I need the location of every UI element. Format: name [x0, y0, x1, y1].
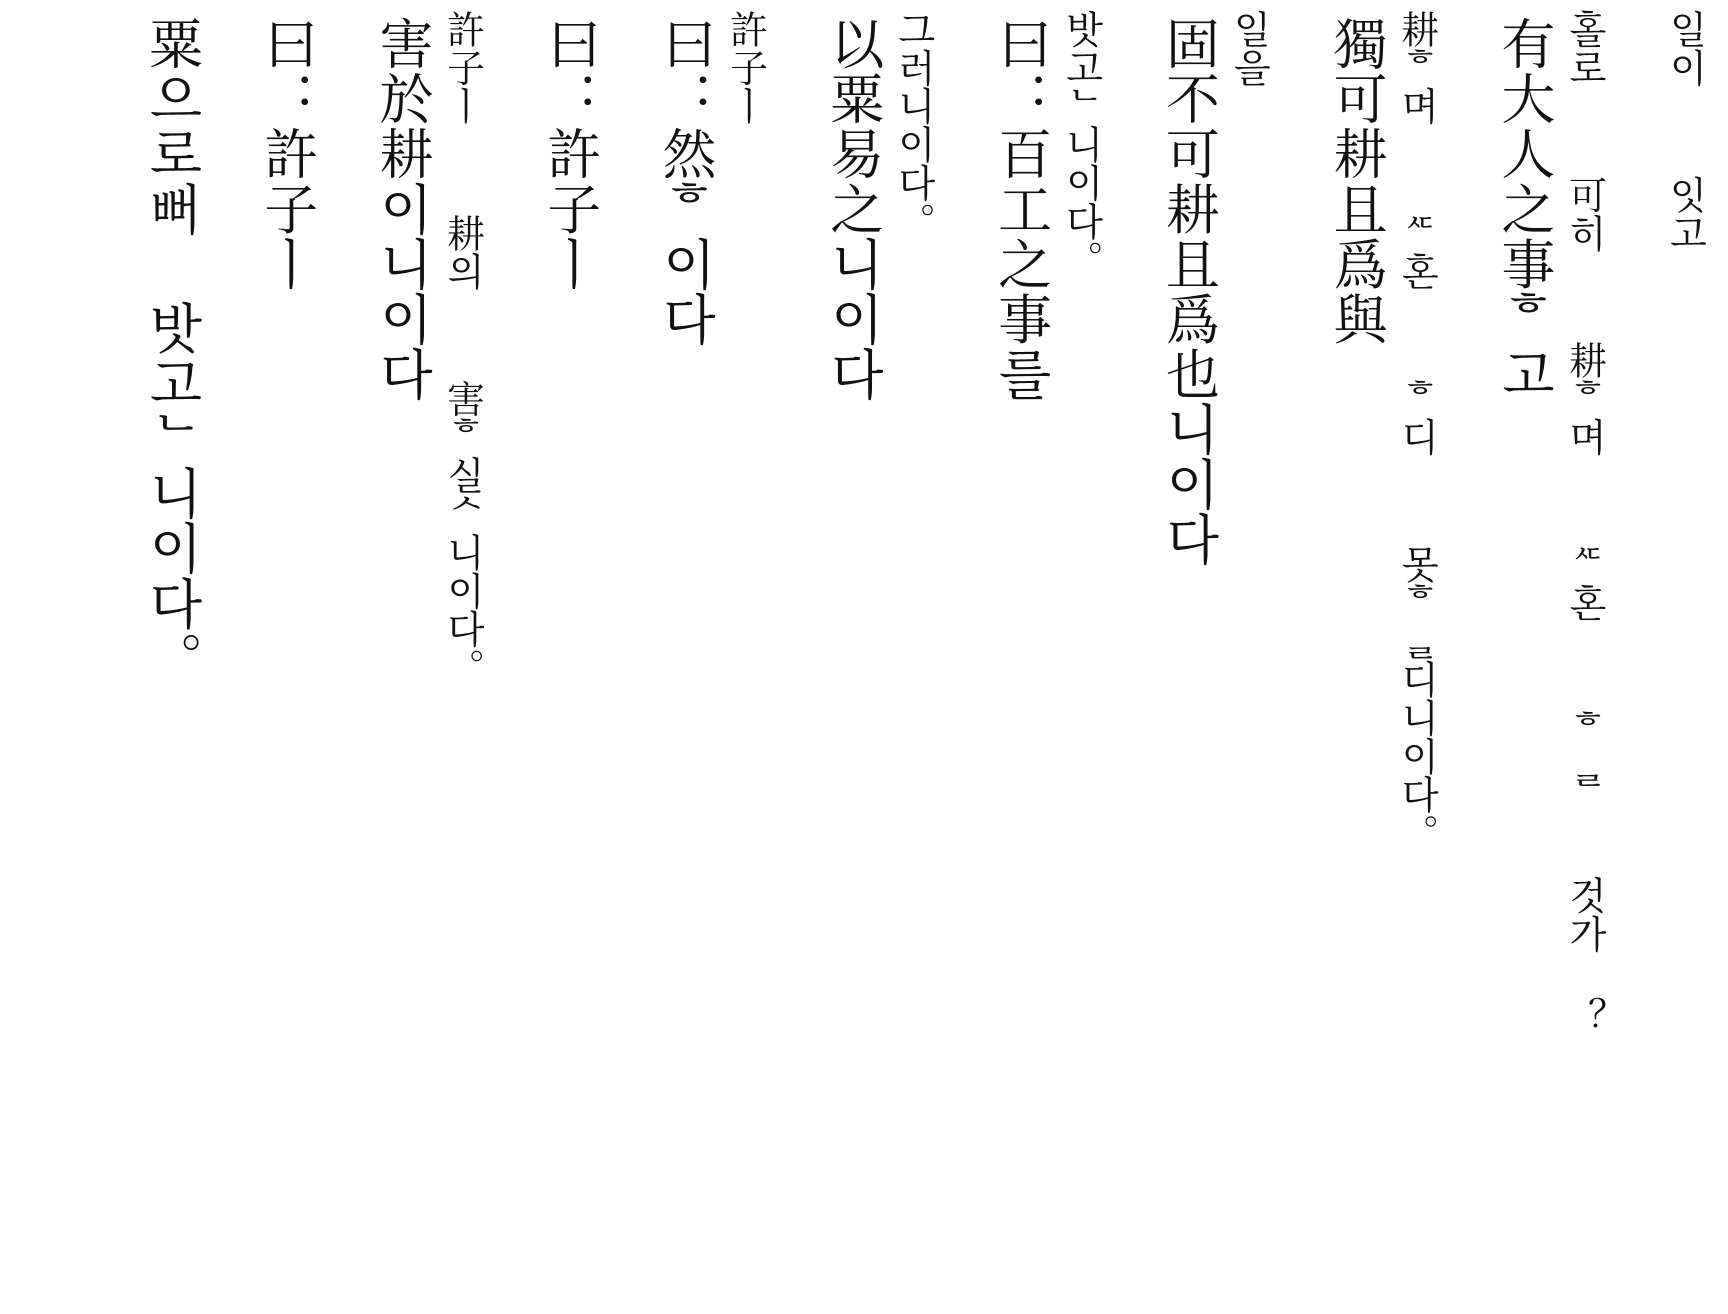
column-spacer	[484, 10, 542, 11]
text-column-3	[370, 10, 485, 1314]
text-column-2	[255, 10, 319, 1314]
column-gloss-text-10: 홀로 可히 耕ᄒ며 ᄯ혼 ᄒᆯ 것가 ？	[1562, 10, 1607, 1036]
column-spacer	[1605, 10, 1663, 11]
column-spacer	[316, 10, 374, 11]
text-column-11	[1663, 10, 1706, 1314]
text-column-8	[1157, 10, 1271, 1314]
column-gloss-text-6: 그러니이다。	[891, 10, 936, 241]
text-column-9	[1325, 10, 1439, 1314]
text-column-5	[654, 10, 768, 1314]
column-main-text-5: 曰：然ᄒ이다	[654, 16, 717, 347]
vertical-text-columns	[140, 0, 1728, 1314]
text-column-4	[538, 10, 602, 1314]
column-spacer	[767, 10, 825, 11]
column-gloss-text-8: 일을	[1226, 10, 1271, 87]
column-gloss-text-7: 밧고ᄂ니이다。	[1059, 10, 1104, 279]
column-gloss-text-3: 許子ㅣ 耕의 害ᄒ실ᄉ니이다。	[440, 10, 485, 687]
column-main-text-4: 曰：許子ㅣ	[538, 16, 602, 292]
column-main-text-8: 固不可耕且爲也니이다	[1157, 16, 1221, 567]
column-main-text-1: 粟으로뻐 밧고ᄂ니이다。	[140, 16, 204, 686]
column-main-text-2: 曰：許子ㅣ	[255, 16, 319, 292]
text-column-10	[1492, 10, 1607, 1314]
column-spacer	[201, 10, 259, 11]
column-spacer	[1438, 10, 1496, 11]
column-gloss-text-5: 許子ㅣ	[723, 10, 768, 126]
column-spacer	[599, 10, 657, 11]
column-main-text-6: 以粟易之니이다	[821, 16, 885, 402]
column-main-text-7: 曰：百工之事를	[989, 16, 1053, 402]
column-gloss-text-9: 耕ᄒ며 ᄯ혼 ᄒ디 못ᄒᆯ디니이다。	[1394, 10, 1439, 852]
column-spacer	[1270, 10, 1328, 11]
column-main-text-9: 獨可耕且爲與	[1325, 16, 1389, 347]
column-spacer	[1102, 10, 1160, 11]
column-gloss-text-11: 일이 잇고	[1663, 10, 1707, 253]
text-column-6	[821, 10, 936, 1314]
text-column-7	[989, 10, 1104, 1314]
text-column-1	[140, 10, 204, 1314]
column-main-text-3: 害於耕이니이다	[370, 16, 434, 402]
column-main-text-10: 有大人之事ᄒ고	[1492, 16, 1556, 402]
column-spacer	[934, 10, 992, 11]
